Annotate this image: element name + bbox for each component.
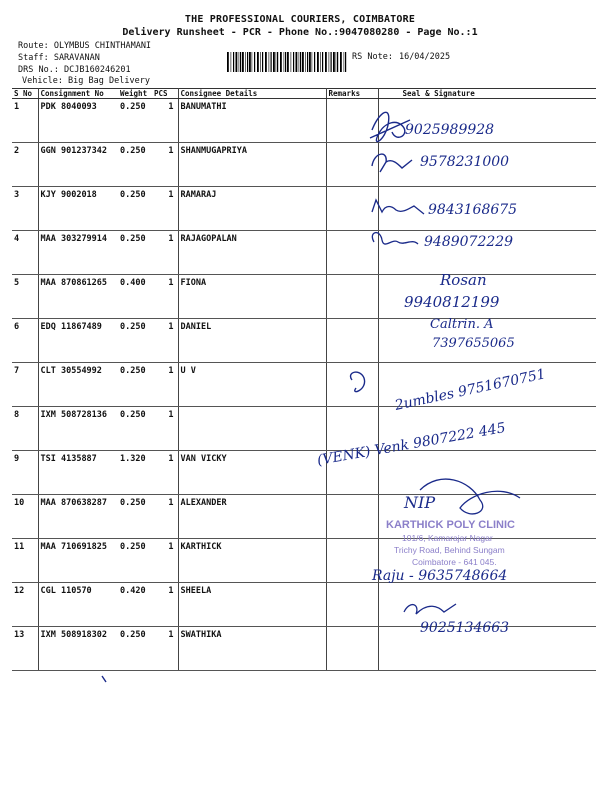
cell-weight: 0.250 — [118, 231, 152, 275]
cell-remarks — [326, 539, 378, 583]
cell-sno: 6 — [12, 319, 38, 363]
cell-consignee: FIONA — [178, 275, 326, 319]
cell-sno: 5 — [12, 275, 38, 319]
cell-sno: 12 — [12, 583, 38, 627]
cell-consignment: MAA 870638287 — [38, 495, 118, 539]
cell-consignee: U V — [178, 363, 326, 407]
cell-consignment: PDK 8040093 — [38, 99, 118, 143]
col-weight: Weight — [118, 89, 152, 99]
rs-note — [352, 52, 450, 62]
cell-weight: 0.250 — [118, 539, 152, 583]
runsheet-subtitle: Delivery Runsheet - PCR - Phone No.:9047080280 - Page No.:1 — [122, 27, 478, 38]
note-row10: NIP — [404, 493, 436, 512]
stamp-line1: KARTHICK POLY CLINIC — [386, 519, 515, 531]
cell-signature — [378, 99, 596, 143]
cell-remarks — [326, 231, 378, 275]
runsheet-table — [12, 88, 596, 671]
phone-row1: 9025989928 — [405, 122, 495, 138]
cell-pcs: 1 — [152, 407, 178, 451]
cell-weight: 0.250 — [118, 99, 152, 143]
vehicle-label: Vehicle: Big Bag Delivery — [22, 76, 150, 86]
cell-remarks — [326, 627, 378, 671]
cell-weight: 0.250 — [118, 187, 152, 231]
runsheet-date: 16/04/2025 — [398, 52, 451, 62]
cell-pcs: 1 — [152, 319, 178, 363]
cell-consignment: EDQ 11867489 — [38, 319, 118, 363]
cell-consignee: ALEXANDER — [178, 495, 326, 539]
cell-consignment: TSI 4135887 — [38, 451, 118, 495]
cell-consignment: MAA 710691825 — [38, 539, 118, 583]
cell-sno: 2 — [12, 143, 38, 187]
cell-consignee: SWATHIKA — [178, 627, 326, 671]
table-row — [12, 363, 596, 407]
col-remarks: Remarks — [326, 89, 378, 99]
cell-consignment: IXM 508728136 — [38, 407, 118, 451]
cell-consignee: KARTHICK — [178, 539, 326, 583]
cell-remarks — [326, 143, 378, 187]
cell-sno: 8 — [12, 407, 38, 451]
name-row6: Caltrin. A — [430, 317, 494, 332]
cell-pcs: 1 — [152, 275, 178, 319]
phone-row2: 9578231000 — [420, 154, 510, 170]
cell-remarks — [326, 319, 378, 363]
cell-pcs: 1 — [152, 363, 178, 407]
stamp-line2: 101/6, Kamarajar Nagar — [402, 533, 493, 543]
table-row — [12, 187, 596, 231]
table-row — [12, 451, 596, 495]
cell-sno: 9 — [12, 451, 38, 495]
cell-weight: 0.250 — [118, 143, 152, 187]
col-pcs: PCS — [152, 89, 178, 99]
cell-consignment: GGN 901237342 — [38, 143, 118, 187]
cell-pcs: 1 — [152, 451, 178, 495]
cell-weight: 0.420 — [118, 583, 152, 627]
cell-sno: 1 — [12, 99, 38, 143]
phone-row13: 9025134663 — [420, 620, 510, 636]
cell-remarks — [326, 275, 378, 319]
cell-pcs: 1 — [152, 539, 178, 583]
table-row — [12, 583, 596, 627]
company-title: THE PROFESSIONAL COURIERS, COIMBATORE — [184, 14, 416, 25]
cell-signature — [378, 275, 596, 319]
cell-pcs: 1 — [152, 99, 178, 143]
cell-consignee: BANUMATHI — [178, 99, 326, 143]
cell-signature — [378, 495, 596, 539]
phone-row6: 7397655065 — [432, 336, 515, 351]
table-row — [12, 231, 596, 275]
cell-signature — [378, 407, 596, 451]
cell-sno: 4 — [12, 231, 38, 275]
route-label: Route: OLYMBUS CHINTHAMANI — [18, 41, 152, 51]
cell-consignee: DANIEL — [178, 319, 326, 363]
cell-remarks — [326, 495, 378, 539]
cell-weight: 0.250 — [118, 627, 152, 671]
note-row12: Raju - 9635748664 — [372, 568, 508, 584]
staff-label: Staff: SARAVANAN — [18, 53, 100, 63]
cell-signature — [378, 539, 596, 583]
cell-consignee: RAJAGOPALAN — [178, 231, 326, 275]
cell-pcs: 1 — [152, 583, 178, 627]
table-row — [12, 495, 596, 539]
cell-pcs: 1 — [152, 495, 178, 539]
note-row8: 2umbles 9751670751 — [393, 366, 548, 414]
phone-row5: 9940812199 — [404, 293, 500, 311]
cell-consignment: CLT 30554992 — [38, 363, 118, 407]
name-row5: Rosan — [440, 271, 487, 289]
cell-weight: 1.320 — [118, 451, 152, 495]
cell-sno: 10 — [12, 495, 38, 539]
cell-remarks — [326, 363, 378, 407]
note-row9: (VENK) Venk 9807222 445 — [315, 420, 507, 469]
barcode-image — [227, 52, 347, 72]
col-sno: S No — [12, 89, 38, 99]
cell-consignee: RAMARAJ — [178, 187, 326, 231]
cell-consignment: CGL 110570 — [38, 583, 118, 627]
phone-row3: 9843168675 — [428, 202, 518, 218]
table-row — [12, 319, 596, 363]
rs-note-label: RS Note: — [352, 52, 393, 62]
cell-sno: 13 — [12, 627, 38, 671]
cell-sno: 11 — [12, 539, 38, 583]
drs-number: DRS No.: DCJB160246201 — [18, 65, 131, 75]
cell-pcs: 1 — [152, 187, 178, 231]
cell-pcs: 1 — [152, 627, 178, 671]
col-consignee: Consignee Details — [178, 89, 326, 99]
stamp-line4: Coimbatore - 641 045. — [412, 557, 497, 567]
table-row — [12, 99, 596, 143]
cell-signature — [378, 143, 596, 187]
cell-weight: 0.250 — [118, 319, 152, 363]
table-row — [12, 143, 596, 187]
phone-row4: 9489072229 — [424, 234, 514, 250]
cell-consignee — [178, 407, 326, 451]
cell-consignment: KJY 9002018 — [38, 187, 118, 231]
cell-signature — [378, 319, 596, 363]
cell-consignment: MAA 870861265 — [38, 275, 118, 319]
stray-mark — [102, 676, 106, 682]
cell-remarks — [326, 99, 378, 143]
cell-remarks — [326, 583, 378, 627]
table-row — [12, 539, 596, 583]
cell-weight: 0.250 — [118, 495, 152, 539]
cell-signature — [378, 627, 596, 671]
cell-pcs: 1 — [152, 143, 178, 187]
cell-weight: 0.400 — [118, 275, 152, 319]
cell-sno: 3 — [12, 187, 38, 231]
cell-weight: 0.250 — [118, 407, 152, 451]
stamp-line3: Trichy Road, Behind Sungam — [394, 545, 505, 555]
cell-consignee: VAN VICKY — [178, 451, 326, 495]
cell-consignee: SHANMUGAPRIYA — [178, 143, 326, 187]
table-header-row — [12, 89, 596, 99]
cell-consignment: IXM 508918302 — [38, 627, 118, 671]
cell-signature — [378, 451, 596, 495]
cell-sno: 7 — [12, 363, 38, 407]
cell-signature — [378, 187, 596, 231]
cell-signature — [378, 363, 596, 407]
col-signature: Seal & Signature — [378, 89, 596, 99]
table-row — [12, 407, 596, 451]
cell-signature — [378, 583, 596, 627]
col-consignment: Consignment No — [38, 89, 118, 99]
cell-weight: 0.250 — [118, 363, 152, 407]
cell-remarks — [326, 407, 378, 451]
cell-consignee: SHEELA — [178, 583, 326, 627]
cell-remarks — [326, 187, 378, 231]
cell-consignment: MAA 303279914 — [38, 231, 118, 275]
table-row — [12, 627, 596, 671]
cell-remarks — [326, 451, 378, 495]
cell-signature — [378, 231, 596, 275]
cell-pcs: 1 — [152, 231, 178, 275]
table-row — [12, 275, 596, 319]
